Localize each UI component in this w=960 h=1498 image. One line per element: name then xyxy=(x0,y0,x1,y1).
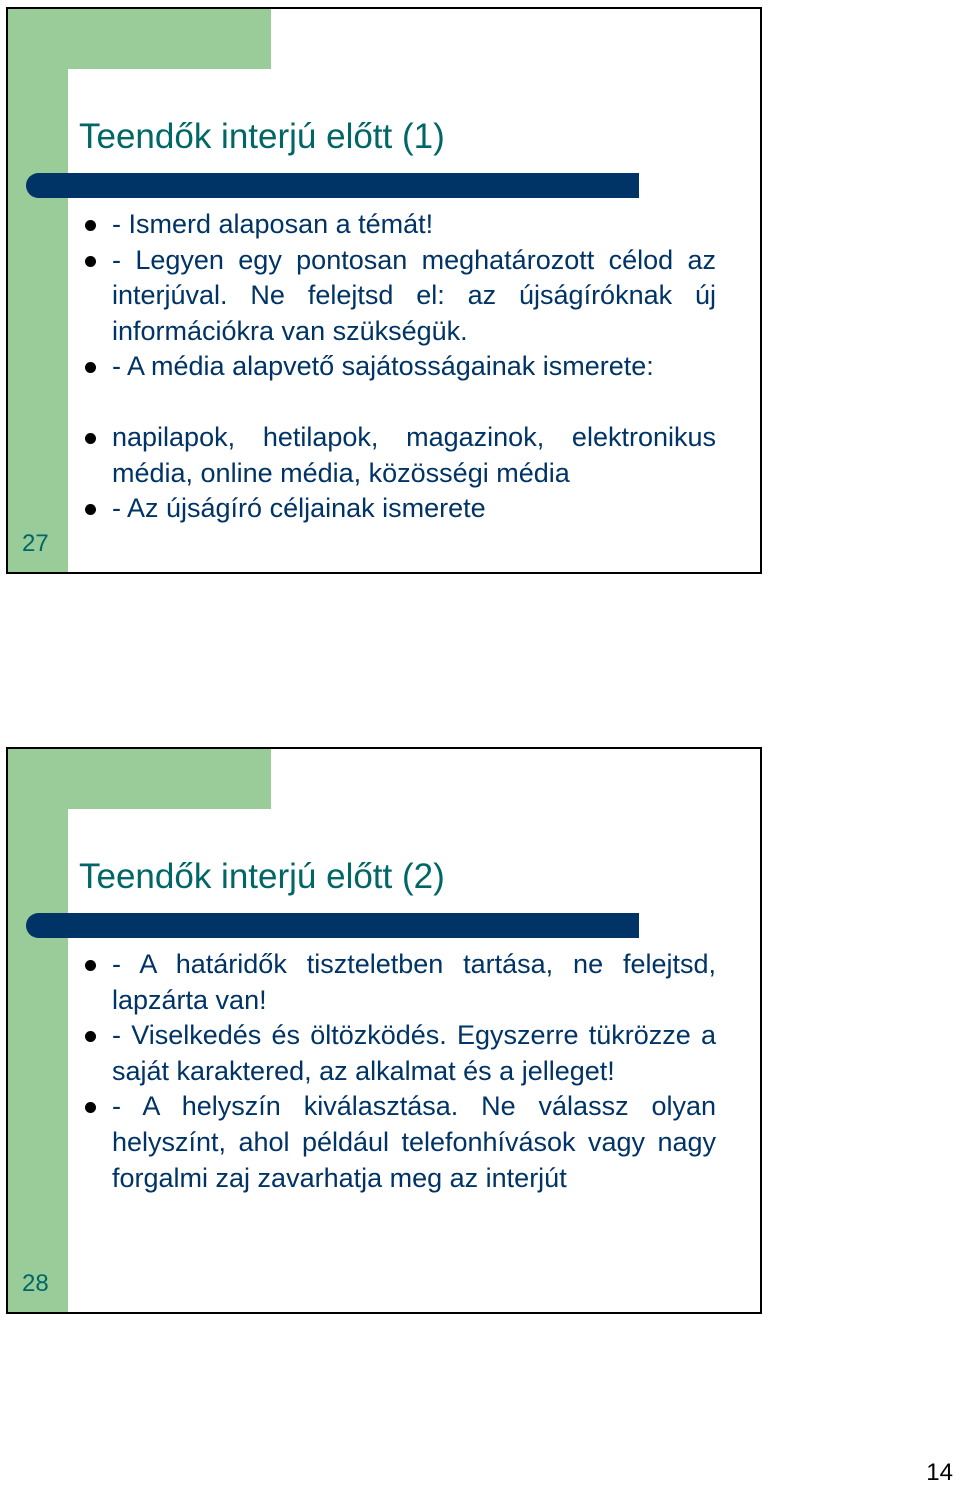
bullet-item: - A helyszín kiválasztása. Ne válassz olyan helyszínt, ahol például telefonhívások vagy nagy forgalmi zaj zavarhatja meg az interjút xyxy=(112,1089,716,1196)
title-underline-bar xyxy=(26,913,639,938)
bullet-item: - Ismerd alaposan a témát! xyxy=(112,207,716,243)
slide-green-sidebar xyxy=(8,9,68,572)
page-number: 14 xyxy=(926,1459,953,1486)
slide-green-header-block xyxy=(8,9,271,69)
bullet-item: - A média alapvető sajátosságainak ismerete: xyxy=(112,349,716,385)
slide-27 xyxy=(6,7,762,574)
slide-28 xyxy=(6,747,762,1314)
bullet-item: napilapok, hetilapok, magazinok, elektronikus média, online média, közösségi média xyxy=(112,420,716,491)
bullet-item: - A határidők tiszteletben tartása, ne felejtsd, lapzárta van! xyxy=(112,947,716,1018)
bullet-list xyxy=(112,947,716,1196)
slide-number: 27 xyxy=(22,530,49,557)
bullet-list xyxy=(112,207,716,527)
title-underline-bar xyxy=(26,173,639,198)
slide-number: 28 xyxy=(22,1270,49,1297)
bullet-item: - Az újságíró céljainak ismerete xyxy=(112,491,716,527)
slide-title: Teendők interjú előtt (1) xyxy=(79,117,445,156)
bullet-item: - Viselkedés és öltözködés. Egyszerre tükrözze a saját karaktered, az alkalmat és a jelleget! xyxy=(112,1018,716,1089)
slide-green-sidebar xyxy=(8,749,68,1312)
bullet-item: - Legyen egy pontosan meghatározott célod az interjúval. Ne felejtsd el: az újságíróknak új információkra van szükségük. xyxy=(112,243,716,350)
slide-title: Teendők interjú előtt (2) xyxy=(79,857,445,896)
slide-green-header-block xyxy=(8,749,271,809)
